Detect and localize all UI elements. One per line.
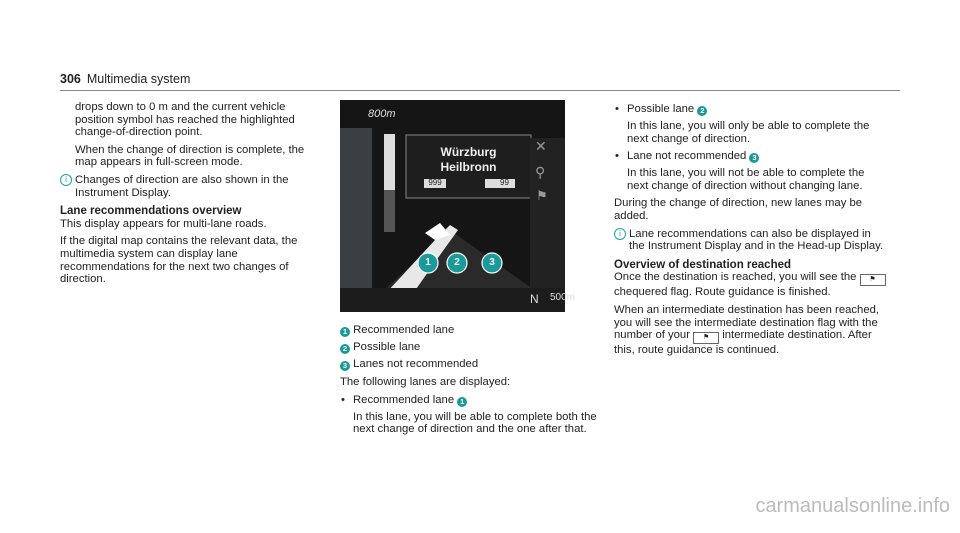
map-scale: 500m xyxy=(550,292,576,303)
info-icon: i xyxy=(614,228,626,240)
side-toolbar xyxy=(530,138,565,288)
watermark: carmanualsonline.info xyxy=(755,495,950,517)
info-note xyxy=(614,228,886,253)
flag-icon[interactable]: ⚑ xyxy=(536,188,548,203)
callout-number: 1 xyxy=(457,397,467,407)
text: intermediate destination. After this, route guidance is continued. xyxy=(614,329,872,357)
callout-1: 1 xyxy=(425,257,431,268)
signpost-text xyxy=(406,145,531,175)
bullet-item xyxy=(614,150,886,163)
legend xyxy=(340,324,602,371)
info-icon: i xyxy=(60,174,72,186)
paragraph xyxy=(614,271,886,299)
paragraph: During the change of direction, new lanes may be added. xyxy=(614,197,863,222)
section-heading: Lane recommendations overview xyxy=(60,205,242,218)
page-header xyxy=(60,73,190,86)
close-icon[interactable]: ✕ xyxy=(535,138,547,154)
section-heading: Overview of destination reached xyxy=(614,258,792,271)
text: Once the destination is reached, you will see the xyxy=(614,271,857,284)
destination-2: Heilbronn xyxy=(440,160,497,174)
info-text: Lane recommendations can also be displayed in the Instrument Display and in the Head-up Display. xyxy=(629,227,884,253)
info-text: Changes of direction are also shown in the Instrument Display. xyxy=(75,173,289,199)
callout-number: 3 xyxy=(340,361,350,371)
legend-item xyxy=(340,324,602,337)
callout-number: 3 xyxy=(749,153,759,163)
paragraph: If the digital map contains the relevant data, the multimedia system can display lane recommendations for the next two changes of direction. xyxy=(60,235,298,286)
paragraph: In this lane, you will not be able to complete the next change of direction without changing lane. xyxy=(627,167,865,192)
navigation-screen-image xyxy=(340,100,576,312)
paragraph: In this lane, you will be able to complete both the next change of direction and the one after that. xyxy=(353,410,597,436)
left-column xyxy=(60,101,322,291)
intermediate-flag-icon: ⚑ xyxy=(693,332,719,344)
callout-number: 2 xyxy=(340,344,350,354)
paragraph: The following lanes are displayed: xyxy=(340,376,511,388)
header-rule xyxy=(60,90,900,91)
text: chequered flag. Route guidance is finished. xyxy=(614,286,831,299)
paragraph: When the change of direction is complete, the map appears in full-screen mode. xyxy=(75,143,305,169)
callout-2: 2 xyxy=(454,257,460,268)
legend-label: Possible lane xyxy=(353,341,421,353)
text: When an intermediate destination has been reached, you will see the intermediate destination flag with the number of your xyxy=(614,303,880,342)
compass: N xyxy=(530,292,539,306)
legend-item xyxy=(340,341,602,354)
callout-3: 3 xyxy=(489,257,495,268)
callout-number: 2 xyxy=(697,106,707,116)
road-number: 999 xyxy=(428,178,442,187)
paragraph: drops down to 0 m and the current vehicle position symbol has reached the highlighted change-of-direction point. xyxy=(75,101,295,139)
legend-item xyxy=(340,358,602,371)
bullet-item xyxy=(340,394,602,407)
paragraph: This display appears for multi-lane roads. xyxy=(60,217,267,230)
legend-label: Lanes not recommended xyxy=(353,358,479,370)
bullet-label: Recommended lane xyxy=(353,393,455,406)
legend-label: Recommended lane xyxy=(353,324,455,336)
distance-label: 800m xyxy=(368,108,396,120)
middle-column xyxy=(340,324,602,441)
right-column xyxy=(614,103,886,362)
bullet-item xyxy=(614,103,886,116)
bullet-label: Possible lane xyxy=(627,103,695,115)
paragraph: In this lane, you will only be able to complete the next change of direction. xyxy=(627,120,870,145)
map-strip xyxy=(340,128,372,288)
chequered-flag-icon: ⚑ xyxy=(860,274,886,286)
search-icon[interactable]: ⚲ xyxy=(535,164,546,180)
paragraph xyxy=(614,304,886,357)
page-number: 306 xyxy=(60,72,81,86)
distance-bar xyxy=(384,134,395,190)
info-note xyxy=(60,174,322,199)
callout-number: 1 xyxy=(340,327,350,337)
bullet-label: Lane not recommended xyxy=(627,150,747,163)
exit-number: 99 xyxy=(500,178,509,187)
destination-1: Würzburg xyxy=(440,145,497,159)
section-title: Multimedia system xyxy=(86,72,191,86)
